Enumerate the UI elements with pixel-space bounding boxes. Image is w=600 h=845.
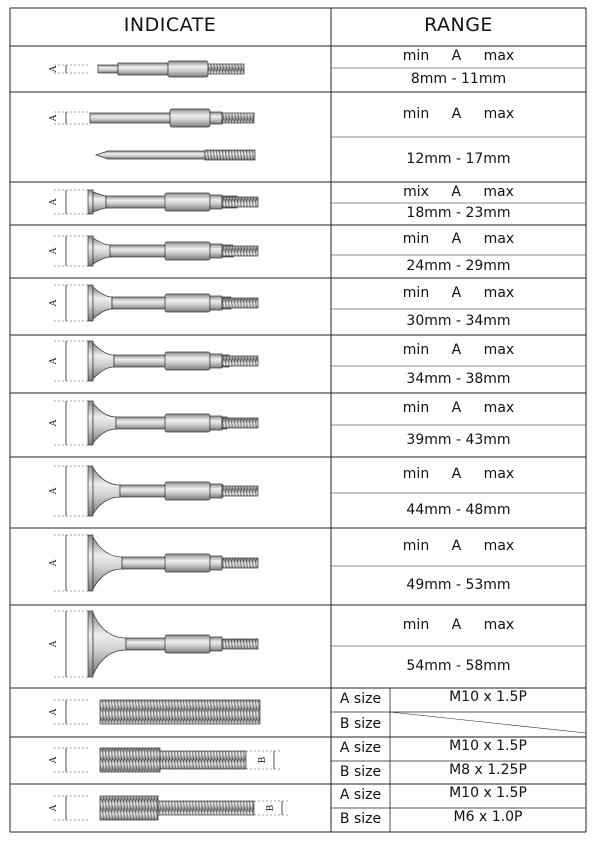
dimension-letter-a: A bbox=[49, 804, 59, 812]
dimension-letter-a: A bbox=[49, 247, 59, 255]
tool-tip bbox=[98, 65, 118, 73]
range-header-label: min A max bbox=[402, 466, 515, 482]
tool-body bbox=[165, 554, 210, 572]
range-header-label: min A max bbox=[402, 48, 515, 64]
pin-shaft bbox=[96, 151, 205, 159]
range-value: 44mm - 48mm bbox=[406, 501, 511, 518]
pin-thread bbox=[205, 150, 255, 160]
tool-head bbox=[88, 401, 93, 445]
range-value: 54mm - 58mm bbox=[406, 658, 511, 674]
thread-rod-a bbox=[100, 700, 260, 724]
tool-thread bbox=[222, 558, 258, 568]
tool-nut bbox=[210, 416, 222, 430]
range-header-label: min A max bbox=[402, 231, 515, 247]
tool-nut bbox=[210, 195, 222, 209]
tool-nut bbox=[210, 637, 222, 651]
thread-rod-a bbox=[100, 748, 160, 772]
thread-rod-a bbox=[100, 796, 158, 820]
range-value: 12mm - 17mm bbox=[406, 150, 511, 167]
puller-tool-image bbox=[88, 466, 258, 516]
tool-neck bbox=[93, 613, 126, 675]
dimension-letter-a: A bbox=[49, 756, 59, 764]
size-a-value: M10 x 1.5P bbox=[449, 689, 527, 705]
range-header-label: min A max bbox=[402, 341, 515, 358]
range-value: 24mm - 29mm bbox=[406, 257, 511, 274]
tool-neck bbox=[93, 287, 112, 319]
tool-head bbox=[88, 535, 93, 591]
dimension-letter-a: A bbox=[49, 487, 59, 495]
dimension-letter-a: A bbox=[49, 559, 59, 567]
tool-body bbox=[168, 61, 208, 77]
puller-tool-image bbox=[88, 341, 258, 381]
tool-nut bbox=[210, 112, 222, 124]
dimension-letter-a: A bbox=[49, 65, 59, 73]
header-range: RANGE bbox=[424, 14, 493, 36]
tool-thread bbox=[222, 298, 258, 308]
tool-head bbox=[88, 611, 93, 677]
tool-head bbox=[88, 341, 93, 381]
tool-body bbox=[165, 635, 210, 653]
range-header-label: mix A max bbox=[403, 183, 514, 200]
tool-nut bbox=[210, 296, 222, 310]
tool-body bbox=[165, 352, 210, 370]
size-a-label: A size bbox=[339, 787, 382, 803]
range-header-label: min A max bbox=[402, 400, 515, 416]
tool-nut bbox=[210, 556, 222, 570]
dimension-letter-a: A bbox=[49, 357, 59, 365]
tool-body bbox=[165, 193, 210, 211]
thread-rod-b bbox=[158, 801, 254, 815]
size-b-value: M6 x 1.0P bbox=[453, 809, 523, 825]
size-a-value: M10 x 1.5P bbox=[449, 738, 527, 754]
tool-shaft bbox=[118, 63, 168, 75]
tool-thread bbox=[222, 486, 258, 496]
size-b-label: B size bbox=[339, 715, 382, 732]
range-value: 30mm - 34mm bbox=[406, 313, 511, 329]
dimension-letter-a: A bbox=[49, 708, 59, 716]
header-indicate: INDICATE bbox=[123, 14, 217, 36]
tool-head bbox=[88, 285, 93, 321]
size-a-label: A size bbox=[339, 691, 382, 707]
tool-head bbox=[88, 466, 93, 516]
range-value: 34mm - 38mm bbox=[406, 370, 511, 387]
thread-rod-b bbox=[160, 751, 246, 769]
grid-line bbox=[390, 712, 586, 733]
tool-body bbox=[165, 294, 210, 312]
range-value: 39mm - 43mm bbox=[406, 432, 511, 448]
range-header-label: min A max bbox=[402, 538, 515, 554]
tool-nut bbox=[210, 354, 222, 368]
dimension-letter-b: B bbox=[258, 756, 268, 764]
range-value: 18mm - 23mm bbox=[406, 205, 511, 221]
tool-shaft bbox=[90, 113, 170, 123]
size-a-value: M10 x 1.5P bbox=[449, 785, 527, 801]
size-b-label: B size bbox=[339, 811, 382, 827]
range-value: 8mm - 11mm bbox=[410, 71, 507, 87]
puller-tool-image bbox=[88, 190, 258, 214]
puller-tool-image bbox=[88, 611, 258, 677]
tool-neck bbox=[93, 403, 116, 443]
puller-tool-image bbox=[88, 535, 258, 591]
size-b-value: M8 x 1.25P bbox=[449, 761, 527, 778]
tool-head bbox=[88, 236, 93, 266]
puller-tool-image bbox=[88, 401, 258, 445]
range-header-label: min A max bbox=[402, 616, 515, 633]
tool-neck bbox=[93, 192, 106, 212]
dimension-letter-a: A bbox=[49, 299, 59, 307]
tool-thread bbox=[222, 246, 258, 256]
tool-neck bbox=[93, 537, 122, 589]
size-b-label: B size bbox=[339, 763, 382, 780]
dimension-letter-a: A bbox=[49, 419, 59, 427]
range-header-label: min A max bbox=[402, 105, 515, 122]
size-a-label: A size bbox=[339, 740, 382, 756]
tool-thread bbox=[222, 197, 258, 207]
puller-tool-image bbox=[88, 236, 258, 266]
tool-thread bbox=[222, 639, 258, 649]
tool-body bbox=[165, 242, 210, 260]
tool-neck bbox=[93, 238, 110, 264]
range-value: 49mm - 53mm bbox=[406, 576, 511, 593]
tool-neck bbox=[93, 468, 120, 514]
tool-thread bbox=[222, 418, 258, 428]
range-header-label: min A max bbox=[402, 284, 515, 301]
tool-head bbox=[88, 190, 93, 214]
puller-tool-image bbox=[88, 285, 258, 321]
tool-thread bbox=[222, 113, 254, 123]
tool-body bbox=[170, 109, 210, 127]
dimension-letter-a: A bbox=[49, 640, 59, 648]
tool-neck bbox=[93, 343, 114, 379]
tool-nut bbox=[210, 244, 222, 258]
dimension-letter-a: A bbox=[49, 198, 59, 206]
tool-body bbox=[165, 482, 210, 500]
dimension-letter-a: A bbox=[49, 114, 59, 122]
tool-body bbox=[165, 414, 210, 432]
dimension-letter-b: B bbox=[266, 804, 276, 812]
tool-thread bbox=[222, 356, 258, 366]
tool-nut bbox=[210, 484, 222, 498]
tool-thread bbox=[208, 64, 244, 74]
